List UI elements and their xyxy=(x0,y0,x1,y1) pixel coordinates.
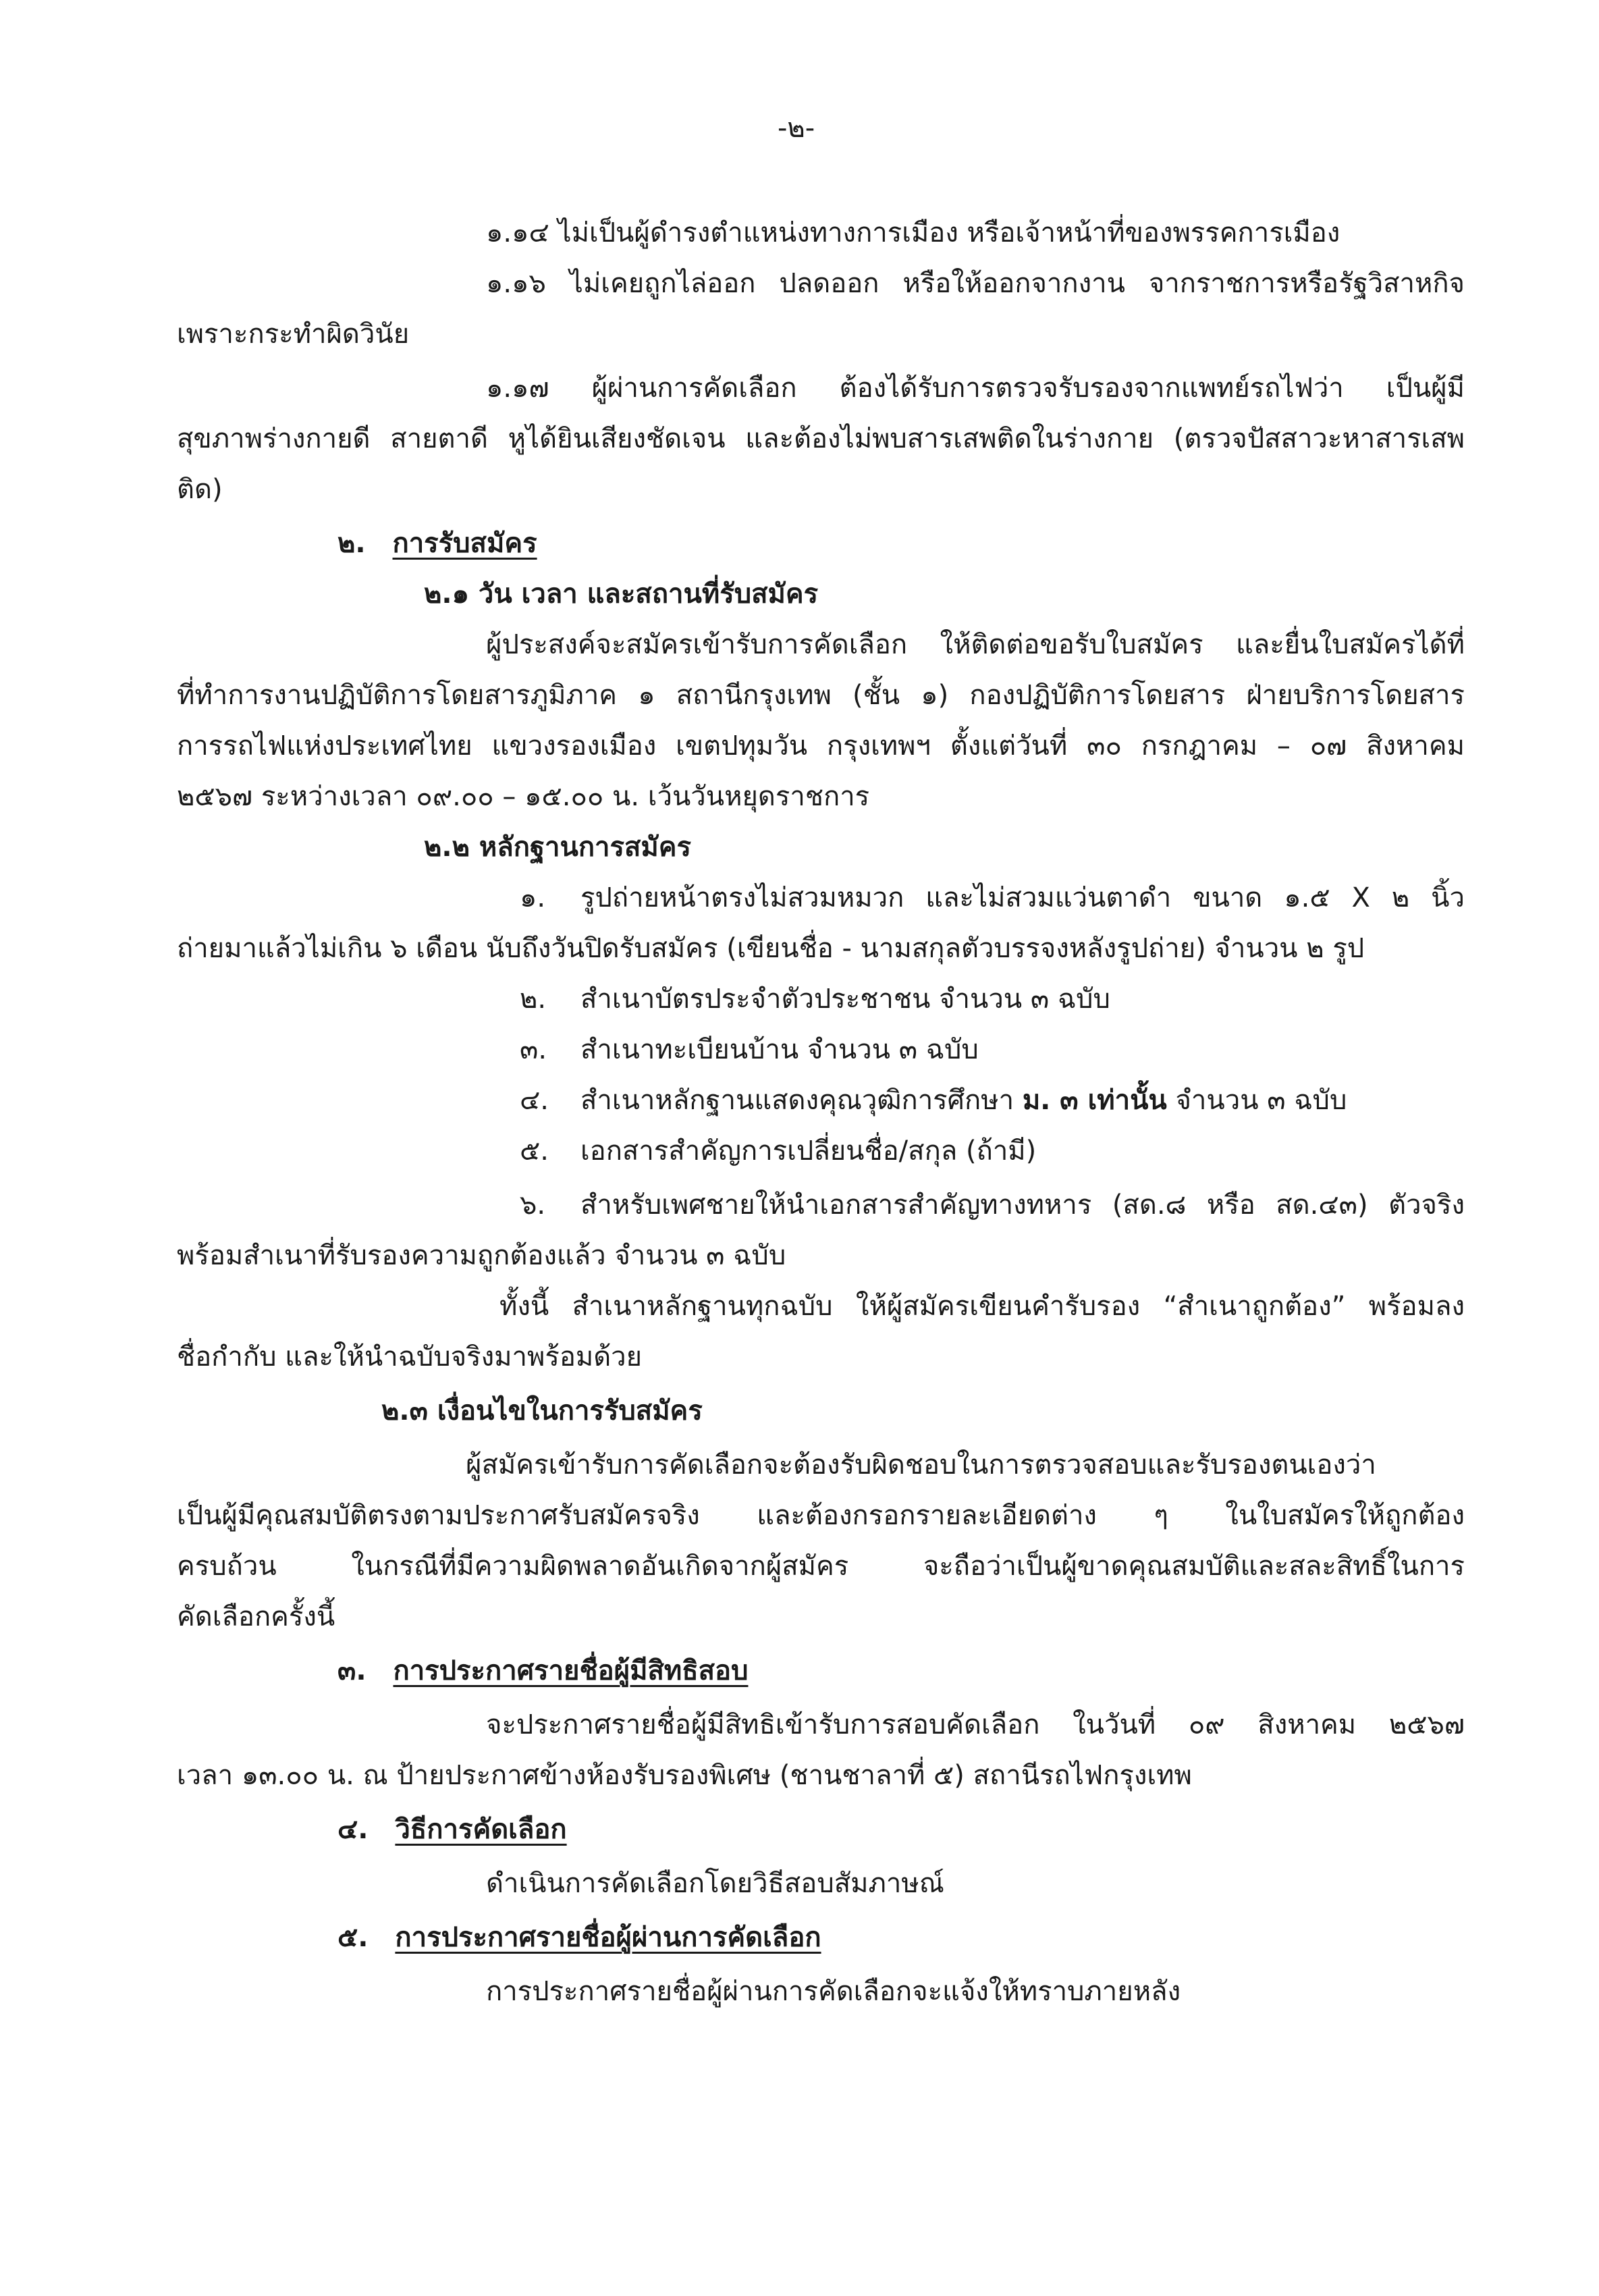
item-1-16-line2: เพราะกระทำผิดวินัย xyxy=(177,319,410,350)
section-2-heading xyxy=(337,530,537,557)
doc-1-number: ๑. xyxy=(520,882,546,913)
doc-6-number: ๖. xyxy=(520,1190,546,1221)
note-line1: ทั้งนี้ สำเนาหลักฐานทุกฉบับ ให้ผู้สมัครเขียนคำรับรอง “สำเนาถูกต้อง” พร้อมลง xyxy=(499,1291,1465,1322)
section-4-title: วิธีการคัดเลือก xyxy=(395,1814,567,1845)
doc-6-line2: พร้อมสำเนาที่รับรองความถูกต้องแล้ว จำนวน ๓ ฉบับ xyxy=(177,1240,786,1271)
page-number: -๒- xyxy=(778,113,815,144)
section-2-3-line3: ครบถ้วน ในกรณีที่มีความผิดพลาดอันเกิดจากผู้สมัคร จะถือว่าเป็นผู้ขาดคุณสมบัติและสละสิทธิ์ในการ xyxy=(177,1551,1465,1582)
section-5-heading xyxy=(337,1924,821,1951)
section-2-1-line3: การรถไฟแห่งประเทศไทย แขวงรองเมือง เขตปทุมวัน กรุงเทพฯ ตั้งแต่วันที่ ๓๐ กรกฎาคม – ๐๗ สิงหาคม xyxy=(177,730,1465,762)
doc-4-text-c: จำนวน ๓ ฉบับ xyxy=(1175,1085,1347,1116)
section-5-title: การประกาศรายชื่อผู้ผ่านการคัดเลือก xyxy=(395,1922,821,1953)
doc-5-text: เอกสารสำคัญการเปลี่ยนชื่อ/สกุล (ถ้ามี) xyxy=(580,1136,1037,1167)
section-4-line1: ดำเนินการคัดเลือกโดยวิธีสอบสัมภาษณ์ xyxy=(486,1868,944,1899)
doc-5-number: ๕. xyxy=(520,1136,549,1167)
item-1-17-line3: ติด) xyxy=(177,474,223,505)
section-2-2-title: ๒.๒ หลักฐานการสมัคร xyxy=(424,832,692,863)
section-3-line1: จะประกาศรายชื่อผู้มีสิทธิเข้ารับการสอบคัดเลือก ในวันที่ ๐๙ สิงหาคม ๒๕๖๗ xyxy=(486,1709,1465,1740)
section-4-number: ๔. xyxy=(337,1814,369,1845)
section-3-line2: เวลา ๑๓.๐๐ น. ณ ป้ายประกาศข้างห้องรับรองพิเศษ (ชานชาลาที่ ๕) สถานีรถไฟกรุงเทพ xyxy=(177,1760,1192,1791)
doc-1-line2: ถ่ายมาแล้วไม่เกิน ๖ เดือน นับถึงวันปิดรับสมัคร (เขียนชื่อ - นามสกุลตัวบรรจงหลังรูปถ่าย) จำนวน ๒ รูป xyxy=(177,933,1365,964)
doc-6-line1: สำหรับเพศชายให้นำเอกสารสำคัญทางทหาร (สด.๘ หรือ สด.๔๓) ตัวจริง xyxy=(580,1190,1465,1221)
doc-3-text: สำเนาทะเบียนบ้าน จำนวน ๓ ฉบับ xyxy=(580,1034,979,1065)
section-2-title: การรับสมัคร xyxy=(392,528,537,559)
section-2-3-line2: เป็นผู้มีคุณสมบัติตรงตามประกาศรับสมัครจริง และต้องกรอกรายละเอียดต่าง ๆ ในใบสมัครให้ถูกต้อง xyxy=(177,1500,1465,1531)
section-5-number: ๕. xyxy=(337,1922,369,1953)
doc-4-text-a: สำเนาหลักฐานแสดงคุณวุฒิการศึกษา xyxy=(580,1085,1014,1116)
section-3-number: ๓. xyxy=(337,1655,367,1686)
section-2-3-line1: ผู้สมัครเข้ารับการคัดเลือกจะต้องรับผิดชอบในการตรวจสอบและรับรองตนเองว่า xyxy=(466,1449,1376,1480)
item-1-17-line1: ๑.๑๗ ผู้ผ่านการคัดเลือก ต้องได้รับการตรวจรับรองจากแพทย์รถไฟว่า เป็นผู้มี xyxy=(486,373,1465,404)
section-2-1-line1: ผู้ประสงค์จะสมัครเข้ารับการคัดเลือก ให้ติดต่อขอรับใบสมัคร และยื่นใบสมัครได้ที่ xyxy=(486,629,1465,660)
doc-4-text xyxy=(580,1087,1347,1114)
section-2-1-line4: ๒๕๖๗ ระหว่างเวลา ๐๙.๐๐ – ๑๕.๐๐ น. เว้นวันหยุดราชการ xyxy=(177,781,870,812)
item-1-17-line2: สุขภาพร่างกายดี สายตาดี หูได้ยินเสียงชัดเจน และต้องไม่พบสารเสพติดในร่างกาย (ตรวจปัสสาวะหาสารเสพ xyxy=(177,423,1465,454)
doc-4-number: ๔. xyxy=(520,1085,549,1116)
note-line2: ชื่อกำกับ และให้นำฉบับจริงมาพร้อมด้วย xyxy=(177,1341,643,1372)
doc-2-number: ๒. xyxy=(520,984,547,1015)
section-4-heading xyxy=(337,1816,567,1843)
section-2-3-title: ๒.๓ เงื่อนไขในการรับสมัคร xyxy=(381,1395,703,1426)
doc-3-number: ๓. xyxy=(520,1034,547,1065)
doc-2-text: สำเนาบัตรประจำตัวประชาชน จำนวน ๓ ฉบับ xyxy=(580,984,1110,1015)
section-2-number: ๒. xyxy=(337,528,366,559)
doc-1-line1: รูปถ่ายหน้าตรงไม่สวมหมวก และไม่สวมแว่นตาดำ ขนาด ๑.๕ X ๒ นิ้ว xyxy=(580,882,1465,913)
doc-4-text-bold: ม. ๓ เท่านั้น xyxy=(1022,1085,1167,1116)
section-2-1-title: ๒.๑ วัน เวลา และสถานที่รับสมัคร xyxy=(424,579,819,610)
item-1-16-line1: ๑.๑๖ ไม่เคยถูกไล่ออก ปลดออก หรือให้ออกจากงาน จากราชการหรือรัฐวิสาหกิจ xyxy=(486,268,1465,299)
section-2-1-line2: ที่ทำการงานปฏิบัติการโดยสารภูมิภาค ๑ สถานีกรุงเทพ (ชั้น ๑) กองปฏิบัติการโดยสาร ฝ่ายบริการโดยสาร xyxy=(177,680,1465,711)
section-5-line1: การประกาศรายชื่อผู้ผ่านการคัดเลือกจะแจ้งให้ทราบภายหลัง xyxy=(486,1976,1181,2007)
section-3-heading xyxy=(337,1657,748,1684)
section-2-3-line4: คัดเลือกครั้งนี้ xyxy=(177,1601,335,1632)
item-1-14: ๑.๑๔ ไม่เป็นผู้ดำรงตำแหน่งทางการเมือง หรือเจ้าหน้าที่ของพรรคการเมือง xyxy=(486,217,1340,248)
section-3-title: การประกาศรายชื่อผู้มีสิทธิสอบ xyxy=(393,1655,749,1686)
